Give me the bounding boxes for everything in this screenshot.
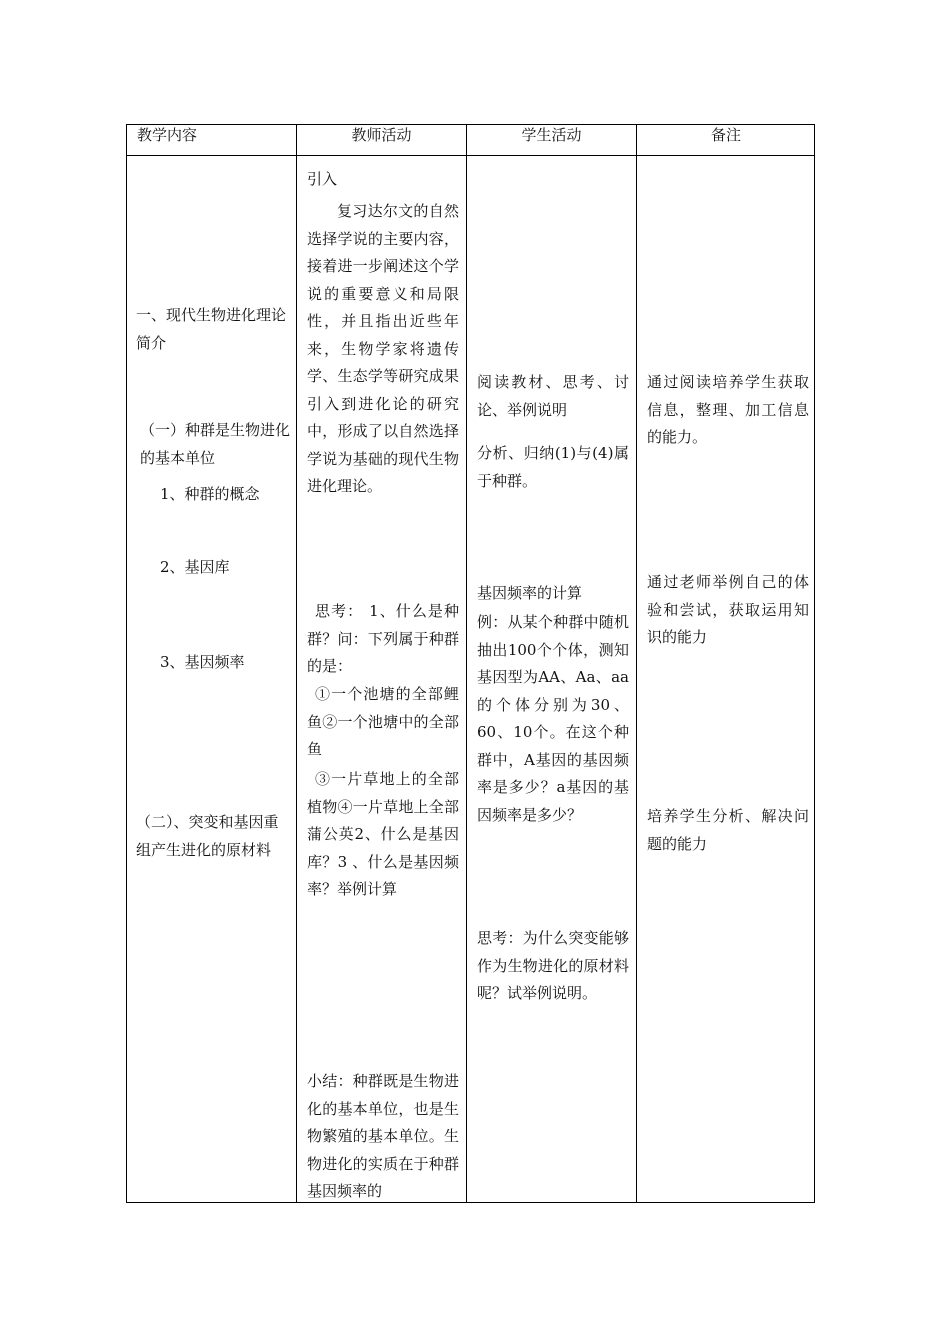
student-analysis: 分析、归纳(1)与(4)属于种群。 bbox=[477, 444, 629, 490]
teacher-think-question: 思考： 1、什么是种群？问：下列属于种群的是： bbox=[307, 602, 459, 675]
subsection-population-unit: （一）种群是生物进化的基本单位 bbox=[140, 421, 291, 467]
student-example-problem: 例：从某个种群中随机抽出100个个体，测知基因型为AA、Aa、aa的个体分别为30、60、10个。在这个种群中，A基因的基因频率是多少？a基因的基因频率是多少？ bbox=[477, 613, 629, 824]
lesson-plan-table bbox=[126, 124, 815, 1203]
teacher-intro-label: 引入 bbox=[307, 170, 338, 188]
column-divider bbox=[636, 125, 637, 1202]
item-gene-frequency: 3、基因频率 bbox=[160, 653, 245, 671]
item-population-concept: 1、种群的概念 bbox=[160, 485, 260, 503]
note-applying-knowledge: 通过老师举例自己的体验和尝试，获取运用知识的能力 bbox=[647, 573, 809, 646]
student-read-discuss: 阅读教材、思考、讨论、举例说明 bbox=[477, 373, 629, 419]
header-teaching-content: 教学内容 bbox=[137, 126, 198, 144]
note-reading-ability: 通过阅读培养学生获取信息，整理、加工信息的能力。 bbox=[647, 373, 809, 446]
teacher-option-list-1: ①一个池塘的全部鲤鱼②一个池塘中的全部鱼 bbox=[307, 685, 459, 758]
header-teacher-activity: 教师活动 bbox=[351, 126, 412, 144]
item-gene-pool: 2、基因库 bbox=[160, 558, 230, 576]
student-gene-frequency-title: 基因频率的计算 bbox=[477, 584, 583, 602]
note-problem-solving: 培养学生分析、解决问题的能力 bbox=[647, 807, 809, 853]
teacher-summary: 小结：种群既是生物进化的基本单位，也是生物繁殖的基本单位。生物进化的实质在于种群基因频率的 bbox=[307, 1072, 459, 1200]
column-divider bbox=[296, 125, 297, 1202]
section-modern-evolution-theory: 一、现代生物进化理论简介 bbox=[136, 306, 287, 352]
teacher-intro-text: 复习达尔文的自然选择学说的主要内容，接着进一步阐述这个学说的重要意义和局限性，并且指出近些年来，生物学家将遗传学、生态学等研究成果引入到进化论的研究中，形成了以自然选择学说为基础的现代生物进化理论。 bbox=[307, 202, 459, 495]
header-divider bbox=[127, 155, 814, 156]
student-think-mutation: 思考：为什么突变能够作为生物进化的原材料呢？试举例说明。 bbox=[477, 929, 629, 1002]
teacher-option-list-2: ③一片草地上的全部植物④一片草地上全部蒲公英2、什么是基因库？3 、什么是基因频率？举例计算 bbox=[307, 770, 459, 898]
subsection-mutation-recombination: （二）、突变和基因重组产生进化的原材料 bbox=[136, 813, 279, 859]
header-notes: 备注 bbox=[710, 126, 741, 144]
header-student-activity: 学生活动 bbox=[521, 126, 582, 144]
column-divider bbox=[466, 125, 467, 1202]
